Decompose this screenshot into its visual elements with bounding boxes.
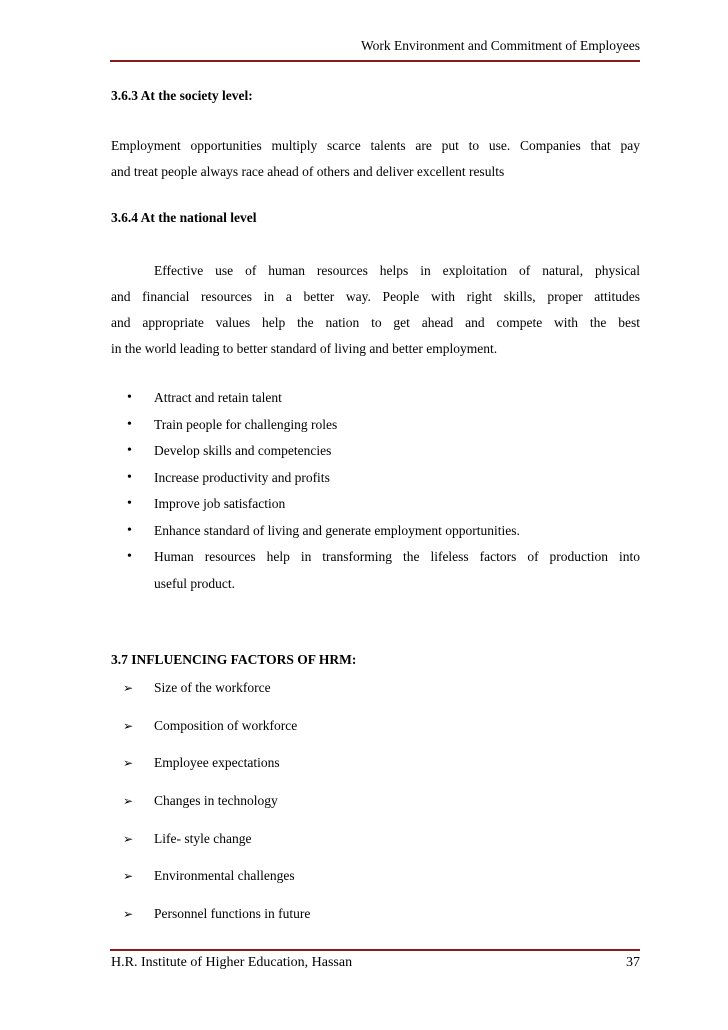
list-item-line: Human resources help in transforming the lifeless factors of production into bbox=[154, 549, 640, 564]
heading-3-6-4: 3.6.4 At the national level bbox=[111, 210, 257, 225]
header-rule bbox=[110, 60, 640, 62]
list-item: • Improve job satisfaction bbox=[111, 491, 640, 518]
list-item bbox=[111, 544, 640, 597]
arrow-bullet-icon: ➢ bbox=[123, 907, 134, 922]
paragraph-society-level bbox=[111, 133, 640, 185]
list-item-line: useful product. bbox=[154, 575, 235, 591]
list-item: ➢ Changes in technology bbox=[111, 790, 640, 828]
paragraph-line: Effective use of human resources helps in exploitation of natural, physical bbox=[154, 263, 640, 278]
arrow-bullet-icon: ➢ bbox=[123, 756, 134, 771]
paragraph-line: and financial resources in a better way. People with right skills, proper attitudes bbox=[111, 289, 640, 304]
heading-3-6-3: 3.6.3 At the society level: bbox=[111, 88, 253, 103]
paragraph-line: in the world leading to better standard of living and better employment. bbox=[111, 341, 498, 356]
list-item: ➢ Environmental challenges bbox=[111, 865, 640, 903]
arrow-bullet-icon: ➢ bbox=[123, 831, 134, 846]
running-header-title: Work Environment and Commitment of Employees bbox=[361, 38, 640, 53]
list-item: • Attract and retain talent bbox=[111, 385, 640, 412]
heading-3-7: 3.7 INFLUENCING FACTORS OF HRM: bbox=[111, 652, 357, 667]
list-item: ➢ Composition of workforce bbox=[111, 715, 640, 753]
bullet-icon: • bbox=[127, 416, 132, 432]
arrow-bullet-icon: ➢ bbox=[123, 718, 134, 733]
bullet-icon: • bbox=[127, 469, 132, 485]
bullet-icon: • bbox=[127, 390, 132, 405]
footer-rule bbox=[110, 949, 640, 951]
paragraph-line: and appropriate values help the nation to get ahead and compete with the best bbox=[111, 315, 640, 330]
list-item: • Develop skills and competencies bbox=[111, 438, 640, 465]
list-item: ➢ Life- style change bbox=[111, 828, 640, 866]
arrow-bullet-icon: ➢ bbox=[123, 681, 134, 695]
bullet-icon: • bbox=[127, 549, 132, 564]
arrow-bullet-icon: ➢ bbox=[123, 869, 134, 884]
bullet-icon: • bbox=[127, 522, 132, 538]
list-item: ➢ Employee expectations bbox=[111, 752, 640, 790]
list-item: ➢ Size of the workforce bbox=[111, 677, 640, 715]
footer-institute: H.R. Institute of Higher Education, Hassan bbox=[111, 955, 353, 970]
bullet-icon: • bbox=[127, 496, 132, 511]
list-item: ➢ Personnel functions in future bbox=[111, 903, 640, 941]
list-item: • Train people for challenging roles bbox=[111, 412, 640, 439]
paragraph-line: Employment opportunities multiply scarce talents are put to use. Companies that pay bbox=[111, 138, 640, 153]
paragraph-national-level bbox=[111, 258, 640, 362]
bullet-list-benefits bbox=[111, 385, 640, 597]
page-number: 37 bbox=[626, 955, 640, 970]
list-item: • Enhance standard of living and generate employment opportunities. bbox=[111, 518, 640, 545]
arrow-list-influencing-factors bbox=[111, 677, 640, 941]
list-item: • Increase productivity and profits bbox=[111, 465, 640, 492]
arrow-bullet-icon: ➢ bbox=[123, 794, 134, 809]
paragraph-line: and treat people always race ahead of others and deliver excellent results bbox=[111, 164, 505, 179]
bullet-icon: • bbox=[127, 443, 132, 458]
